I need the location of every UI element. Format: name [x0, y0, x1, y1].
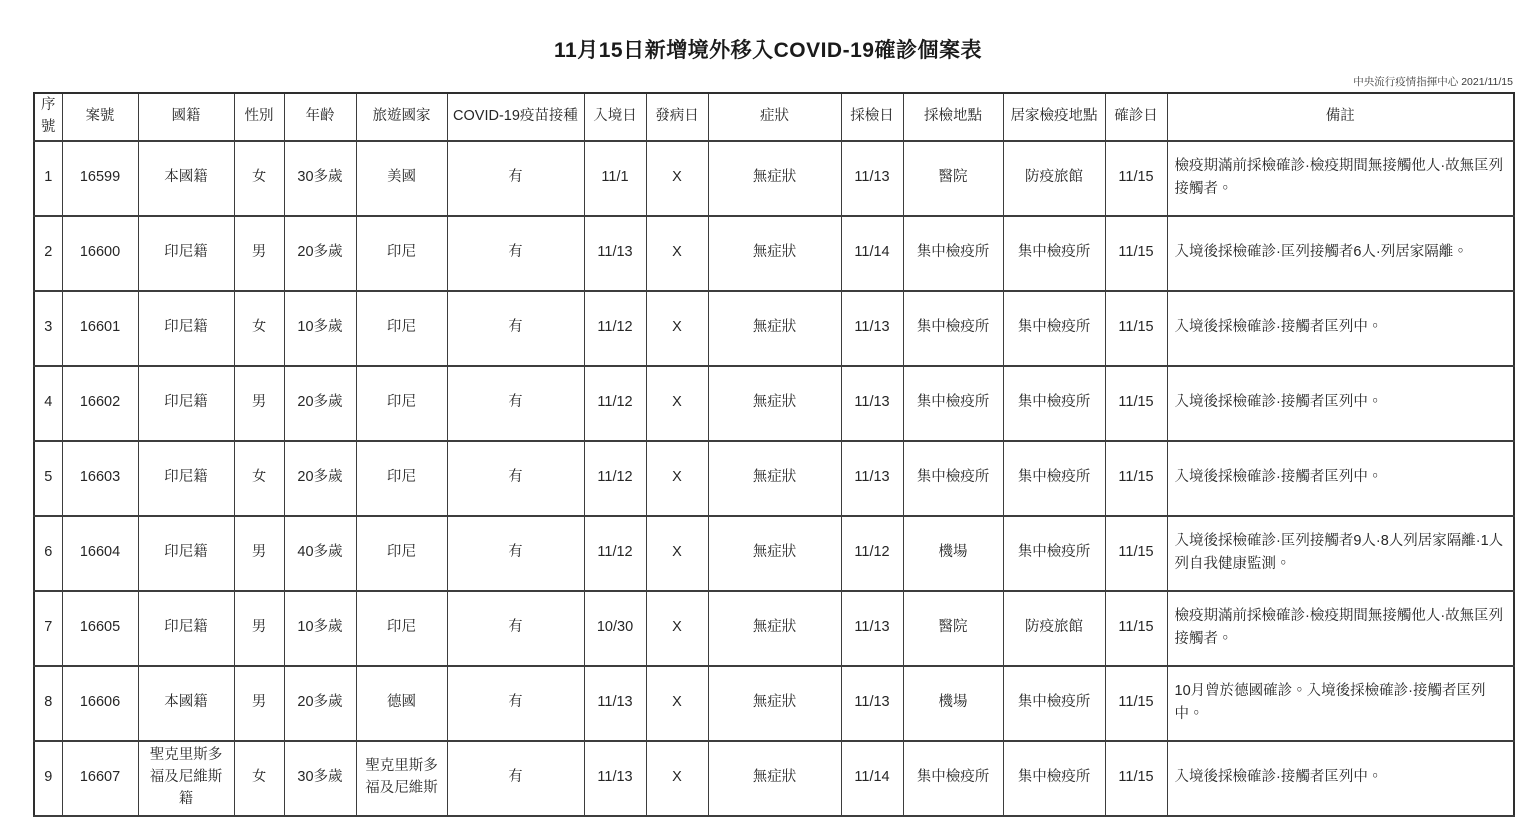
column-header-travel-country: 旅遊國家: [356, 93, 447, 141]
cell-serial: 2: [34, 216, 62, 291]
column-header-sampling-location: 採檢地點: [903, 93, 1003, 141]
cell-onset-date: X: [646, 366, 708, 441]
cell-symptoms: 無症狀: [708, 216, 841, 291]
cell-vaccination: 有: [447, 666, 584, 741]
cell-travel-country: 德國: [356, 666, 447, 741]
cell-sampling-location: 機場: [903, 516, 1003, 591]
cell-nationality: 印尼籍: [138, 366, 234, 441]
source-attribution: 中央流行疫情指揮中心 2021/11/15: [1353, 76, 1513, 88]
cell-entry-date: 11/13: [584, 666, 646, 741]
cell-case-number: 16601: [62, 291, 138, 366]
cell-travel-country: 印尼: [356, 216, 447, 291]
cell-serial: 6: [34, 516, 62, 591]
column-header-age: 年齡: [284, 93, 356, 141]
cell-age: 40多歲: [284, 516, 356, 591]
cell-travel-country: 印尼: [356, 291, 447, 366]
cell-symptoms: 無症狀: [708, 516, 841, 591]
column-header-nationality: 國籍: [138, 93, 234, 141]
cell-serial: 9: [34, 741, 62, 816]
cell-vaccination: 有: [447, 591, 584, 666]
cell-sampling-location: 機場: [903, 666, 1003, 741]
cell-case-number: 16603: [62, 441, 138, 516]
cell-quarantine-location: 集中檢疫所: [1003, 291, 1105, 366]
cell-quarantine-location: 集中檢疫所: [1003, 516, 1105, 591]
cell-gender: 男: [234, 516, 284, 591]
cell-confirmation-date: 11/15: [1105, 366, 1167, 441]
cell-onset-date: X: [646, 591, 708, 666]
cell-gender: 男: [234, 216, 284, 291]
cell-vaccination: 有: [447, 516, 584, 591]
cell-sampling-date: 11/13: [841, 366, 903, 441]
cell-symptoms: 無症狀: [708, 366, 841, 441]
cell-sampling-date: 11/13: [841, 291, 903, 366]
cell-serial: 3: [34, 291, 62, 366]
cell-sampling-date: 11/14: [841, 216, 903, 291]
table-row: [34, 516, 1514, 591]
cell-case-number: 16607: [62, 741, 138, 816]
cell-gender: 男: [234, 591, 284, 666]
cell-sampling-location: 集中檢疫所: [903, 366, 1003, 441]
cell-sampling-location: 集中檢疫所: [903, 216, 1003, 291]
cell-entry-date: 10/30: [584, 591, 646, 666]
cell-nationality: 印尼籍: [138, 441, 234, 516]
cell-onset-date: X: [646, 666, 708, 741]
cell-quarantine-location: 集中檢疫所: [1003, 666, 1105, 741]
cell-serial: 4: [34, 366, 62, 441]
cell-age: 20多歲: [284, 666, 356, 741]
cell-age: 20多歲: [284, 216, 356, 291]
cell-case-number: 16606: [62, 666, 138, 741]
cell-nationality: 印尼籍: [138, 516, 234, 591]
cell-symptoms: 無症狀: [708, 291, 841, 366]
cell-entry-date: 11/12: [584, 516, 646, 591]
cell-confirmation-date: 11/15: [1105, 516, 1167, 591]
cell-travel-country: 印尼: [356, 441, 447, 516]
table-header-row: [34, 93, 1514, 141]
cell-sampling-date: 11/13: [841, 141, 903, 216]
cell-remarks: 檢疫期滿前採檢確診·檢疫期間無接觸他人·故無匡列接觸者。: [1167, 141, 1514, 216]
column-header-vaccination: COVID-19疫苗接種: [447, 93, 584, 141]
cell-onset-date: X: [646, 141, 708, 216]
cell-remarks: 檢疫期滿前採檢確診·檢疫期間無接觸他人·故無匡列接觸者。: [1167, 591, 1514, 666]
column-header-sampling-date: 採檢日: [841, 93, 903, 141]
cell-age: 30多歲: [284, 141, 356, 216]
cell-symptoms: 無症狀: [708, 141, 841, 216]
cell-symptoms: 無症狀: [708, 441, 841, 516]
cell-confirmation-date: 11/15: [1105, 441, 1167, 516]
cell-symptoms: 無症狀: [708, 741, 841, 816]
cell-quarantine-location: 集中檢疫所: [1003, 441, 1105, 516]
cell-travel-country: 印尼: [356, 366, 447, 441]
cell-entry-date: 11/12: [584, 366, 646, 441]
cell-age: 10多歲: [284, 291, 356, 366]
page-title: 11月15日新增境外移入COVID-19確診個案表: [554, 39, 982, 62]
cell-remarks: 入境後採檢確診·接觸者匡列中。: [1167, 291, 1514, 366]
cell-vaccination: 有: [447, 141, 584, 216]
column-header-quarantine-location: 居家檢疫地點: [1003, 93, 1105, 141]
cell-serial: 5: [34, 441, 62, 516]
cell-remarks: 入境後採檢確診·接觸者匡列中。: [1167, 366, 1514, 441]
cell-onset-date: X: [646, 441, 708, 516]
cell-nationality: 印尼籍: [138, 216, 234, 291]
cell-serial: 1: [34, 141, 62, 216]
table-row: [34, 291, 1514, 366]
cell-gender: 男: [234, 666, 284, 741]
table-row: [34, 666, 1514, 741]
column-header-serial: 序號: [34, 93, 62, 141]
cell-travel-country: 美國: [356, 141, 447, 216]
cell-confirmation-date: 11/15: [1105, 216, 1167, 291]
cell-quarantine-location: 集中檢疫所: [1003, 366, 1105, 441]
table-row: [34, 441, 1514, 516]
cell-sampling-date: 11/12: [841, 516, 903, 591]
cell-remarks: 入境後採檢確診·匡列接觸者9人·8人列居家隔離·1人列自我健康監測。: [1167, 516, 1514, 591]
cell-onset-date: X: [646, 516, 708, 591]
cell-quarantine-location: 集中檢疫所: [1003, 741, 1105, 816]
cell-serial: 8: [34, 666, 62, 741]
cell-remarks: 入境後採檢確診·接觸者匡列中。: [1167, 441, 1514, 516]
cell-nationality: 本國籍: [138, 666, 234, 741]
cell-travel-country: 印尼: [356, 591, 447, 666]
table-row: [34, 366, 1514, 441]
cell-confirmation-date: 11/15: [1105, 741, 1167, 816]
table-row: [34, 141, 1514, 216]
cell-onset-date: X: [646, 216, 708, 291]
cell-gender: 女: [234, 741, 284, 816]
cell-sampling-date: 11/14: [841, 741, 903, 816]
cell-sampling-location: 集中檢疫所: [903, 291, 1003, 366]
cell-sampling-location: 集中檢疫所: [903, 741, 1003, 816]
cell-symptoms: 無症狀: [708, 666, 841, 741]
cell-serial: 7: [34, 591, 62, 666]
cell-case-number: 16604: [62, 516, 138, 591]
cell-vaccination: 有: [447, 291, 584, 366]
cell-entry-date: 11/1: [584, 141, 646, 216]
column-header-case-number: 案號: [62, 93, 138, 141]
cell-confirmation-date: 11/15: [1105, 666, 1167, 741]
cell-confirmation-date: 11/15: [1105, 591, 1167, 666]
cell-age: 10多歲: [284, 591, 356, 666]
cell-case-number: 16600: [62, 216, 138, 291]
cell-nationality: 本國籍: [138, 141, 234, 216]
cell-remarks: 10月曾於德國確診。入境後採檢確診·接觸者匡列中。: [1167, 666, 1514, 741]
cell-gender: 男: [234, 366, 284, 441]
cell-vaccination: 有: [447, 366, 584, 441]
column-header-remarks: 備註: [1167, 93, 1514, 141]
cell-vaccination: 有: [447, 741, 584, 816]
cell-remarks: 入境後採檢確診·接觸者匡列中。: [1167, 741, 1514, 816]
table-row: [34, 216, 1514, 291]
cell-entry-date: 11/12: [584, 441, 646, 516]
cell-age: 20多歲: [284, 441, 356, 516]
cell-quarantine-location: 防疫旅館: [1003, 141, 1105, 216]
cell-nationality: 印尼籍: [138, 591, 234, 666]
cell-case-number: 16605: [62, 591, 138, 666]
cell-sampling-date: 11/13: [841, 591, 903, 666]
cell-remarks: 入境後採檢確診·匡列接觸者6人·列居家隔離。: [1167, 216, 1514, 291]
cell-travel-country: 聖克里斯多福及尼維斯: [356, 741, 447, 816]
cell-onset-date: X: [646, 741, 708, 816]
cell-confirmation-date: 11/15: [1105, 141, 1167, 216]
cell-sampling-location: 醫院: [903, 141, 1003, 216]
cell-onset-date: X: [646, 291, 708, 366]
cell-nationality: 聖克里斯多福及尼維斯籍: [138, 741, 234, 816]
cell-quarantine-location: 防疫旅館: [1003, 591, 1105, 666]
column-header-entry-date: 入境日: [584, 93, 646, 141]
column-header-symptoms: 症狀: [708, 93, 841, 141]
cell-gender: 女: [234, 441, 284, 516]
cell-gender: 女: [234, 141, 284, 216]
column-header-confirmation-date: 確診日: [1105, 93, 1167, 141]
cell-sampling-date: 11/13: [841, 666, 903, 741]
cell-entry-date: 11/13: [584, 741, 646, 816]
cell-entry-date: 11/12: [584, 291, 646, 366]
column-header-onset-date: 發病日: [646, 93, 708, 141]
cell-sampling-location: 集中檢疫所: [903, 441, 1003, 516]
cell-nationality: 印尼籍: [138, 291, 234, 366]
cases-table: [33, 92, 1515, 817]
column-header-gender: 性別: [234, 93, 284, 141]
table-row: [34, 591, 1514, 666]
cell-sampling-location: 醫院: [903, 591, 1003, 666]
cell-case-number: 16599: [62, 141, 138, 216]
cell-vaccination: 有: [447, 441, 584, 516]
cell-entry-date: 11/13: [584, 216, 646, 291]
cell-age: 20多歲: [284, 366, 356, 441]
cell-age: 30多歲: [284, 741, 356, 816]
cell-gender: 女: [234, 291, 284, 366]
cell-travel-country: 印尼: [356, 516, 447, 591]
cell-case-number: 16602: [62, 366, 138, 441]
cell-confirmation-date: 11/15: [1105, 291, 1167, 366]
cell-symptoms: 無症狀: [708, 591, 841, 666]
cell-sampling-date: 11/13: [841, 441, 903, 516]
cell-vaccination: 有: [447, 216, 584, 291]
cell-quarantine-location: 集中檢疫所: [1003, 216, 1105, 291]
table-row: [34, 741, 1514, 816]
table-body: [34, 141, 1514, 816]
